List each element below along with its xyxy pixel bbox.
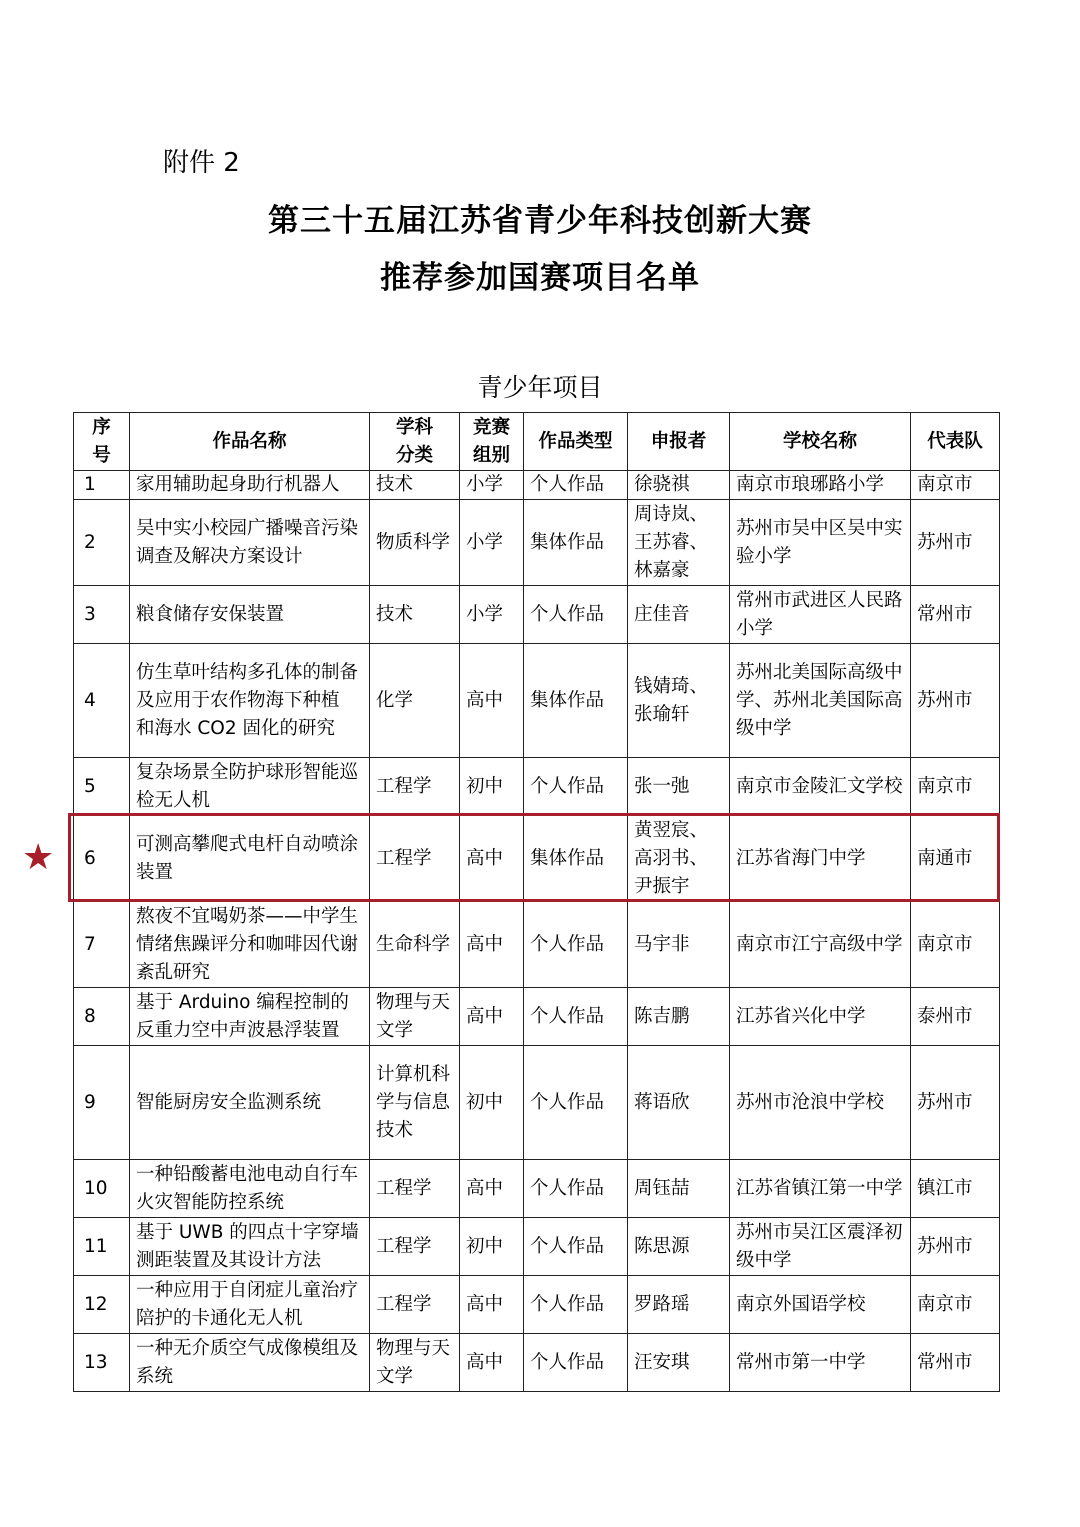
table-row: [74, 586, 1000, 644]
row-applicant: 周诗岚、王苏睿、林嘉豪: [628, 500, 730, 586]
table-row: [74, 1046, 1000, 1160]
row-type: 个人作品: [524, 1334, 628, 1392]
row-applicant: 陈思源: [628, 1218, 730, 1276]
row-type: 集体作品: [524, 816, 628, 902]
col-header-type: 作品类型: [524, 413, 628, 471]
row-group: 高中: [460, 902, 524, 988]
row-applicant: 黄翌宸、高羽书、尹振宇: [628, 816, 730, 902]
row-applicant: 张一弛: [628, 758, 730, 816]
row-team: 泰州市: [911, 988, 1000, 1046]
row-name: 家用辅助起身助行机器人: [130, 471, 370, 500]
row-team: 常州市: [911, 1334, 1000, 1392]
row-applicant: 罗路瑶: [628, 1276, 730, 1334]
row-group: 初中: [460, 758, 524, 816]
row-no: 9: [74, 1046, 130, 1160]
row-group: 高中: [460, 816, 524, 902]
page-title-line2: 推荐参加国赛项目名单: [380, 260, 700, 296]
row-group: 高中: [460, 988, 524, 1046]
row-subject: 生命科学: [370, 902, 460, 988]
row-type: 个人作品: [524, 586, 628, 644]
row-applicant: 马宇非: [628, 902, 730, 988]
row-type: 个人作品: [524, 758, 628, 816]
row-no: 12: [74, 1276, 130, 1334]
row-no: 5: [74, 758, 130, 816]
table-row: [74, 758, 1000, 816]
row-name: 一种无介质空气成像模组及系统: [130, 1334, 370, 1392]
row-subject: 工程学: [370, 1160, 460, 1218]
row-team: 南通市: [911, 816, 1000, 902]
table-row: [74, 1276, 1000, 1334]
row-no: 13: [74, 1334, 130, 1392]
row-team: 苏州市: [911, 500, 1000, 586]
row-team: 南京市: [911, 758, 1000, 816]
row-group: 高中: [460, 644, 524, 758]
row-school: 南京市江宁高级中学: [730, 902, 911, 988]
row-type: 个人作品: [524, 1218, 628, 1276]
row-subject: 物理与天文学: [370, 1334, 460, 1392]
col-header-team: 代表队: [911, 413, 1000, 471]
row-group: 初中: [460, 1218, 524, 1276]
row-school: 南京市金陵汇文学校: [730, 758, 911, 816]
row-school: 苏州北美国际高级中学、苏州北美国际高级中学: [730, 644, 911, 758]
row-no: 7: [74, 902, 130, 988]
row-applicant: 徐骁祺: [628, 471, 730, 500]
col-header-name: 作品名称: [130, 413, 370, 471]
row-type: 个人作品: [524, 471, 628, 500]
row-applicant: 陈吉鹏: [628, 988, 730, 1046]
row-school: 苏州市吴江区震泽初级中学: [730, 1218, 911, 1276]
row-group: 小学: [460, 471, 524, 500]
table-row: [74, 644, 1000, 758]
row-applicant: 周钰喆: [628, 1160, 730, 1218]
row-name: 智能厨房安全监测系统: [130, 1046, 370, 1160]
row-type: 个人作品: [524, 902, 628, 988]
row-name: 粮食储存安保装置: [130, 586, 370, 644]
row-team: 苏州市: [911, 1218, 1000, 1276]
table-row: [74, 471, 1000, 500]
row-school: 苏州市吴中区吴中实验小学: [730, 500, 911, 586]
row-subject: 物理与天文学: [370, 988, 460, 1046]
row-team: 南京市: [911, 1276, 1000, 1334]
row-group: 高中: [460, 1160, 524, 1218]
row-applicant: 庄佳音: [628, 586, 730, 644]
row-group: 初中: [460, 1046, 524, 1160]
row-group: 高中: [460, 1334, 524, 1392]
row-team: 苏州市: [911, 644, 1000, 758]
row-school: 江苏省镇江第一中学: [730, 1160, 911, 1218]
row-no: 8: [74, 988, 130, 1046]
row-school: 南京市琅琊路小学: [730, 471, 911, 500]
col-header-no: 序号: [74, 413, 130, 471]
row-name: 吴中实小校园广播噪音污染调查及解决方案设计: [130, 500, 370, 586]
table-row: [74, 1334, 1000, 1392]
row-no: 11: [74, 1218, 130, 1276]
col-header-subject: 学科分类: [370, 413, 460, 471]
row-subject: 计算机科学与信息技术: [370, 1046, 460, 1160]
col-header-school: 学校名称: [730, 413, 911, 471]
page-title: 第三十五届江苏省青少年科技创新大赛: [268, 203, 812, 239]
row-applicant: 汪安琪: [628, 1334, 730, 1392]
row-no: 2: [74, 500, 130, 586]
row-subject: 物质科学: [370, 500, 460, 586]
row-no: 6: [74, 816, 130, 902]
attachment-label: 附件 2: [163, 148, 240, 178]
row-subject: 工程学: [370, 816, 460, 902]
row-no: 1: [74, 471, 130, 500]
row-team: 南京市: [911, 471, 1000, 500]
col-header-applicant: 申报者: [628, 413, 730, 471]
table-row: [74, 816, 1000, 902]
row-name: 仿生草叶结构多孔体的制备及应用于农作物海下种植 和海水 CO2 固化的研究: [130, 644, 370, 758]
row-subject: 工程学: [370, 1218, 460, 1276]
row-school: 常州市武进区人民路小学: [730, 586, 911, 644]
row-subject: 技术: [370, 471, 460, 500]
table-row: [74, 500, 1000, 586]
row-no: 3: [74, 586, 130, 644]
row-applicant: 蒋语欣: [628, 1046, 730, 1160]
row-school: 江苏省兴化中学: [730, 988, 911, 1046]
row-type: 个人作品: [524, 1276, 628, 1334]
section-subtitle: 青少年项目: [477, 373, 603, 402]
col-header-group: 竞赛组别: [460, 413, 524, 471]
row-subject: 工程学: [370, 1276, 460, 1334]
row-name: 一种应用于自闭症儿童治疗陪护的卡通化无人机: [130, 1276, 370, 1334]
row-no: 10: [74, 1160, 130, 1218]
row-name: 一种铅酸蓄电池电动自行车火灾智能防控系统: [130, 1160, 370, 1218]
row-name: 复杂场景全防护球形智能巡检无人机: [130, 758, 370, 816]
row-subject: 化学: [370, 644, 460, 758]
row-type: 个人作品: [524, 1160, 628, 1218]
table-header-row: [74, 413, 1000, 471]
row-name: 可测高攀爬式电杆自动喷涂装置: [130, 816, 370, 902]
row-team: 南京市: [911, 902, 1000, 988]
row-name: 基于 Arduino 编程控制的反重力空中声波悬浮装置: [130, 988, 370, 1046]
row-group: 小学: [460, 586, 524, 644]
row-group: 小学: [460, 500, 524, 586]
row-group: 高中: [460, 1276, 524, 1334]
row-type: 个人作品: [524, 988, 628, 1046]
row-school: 南京外国语学校: [730, 1276, 911, 1334]
table-row: [74, 988, 1000, 1046]
row-subject: 技术: [370, 586, 460, 644]
star-icon: ★: [22, 837, 55, 878]
table-row: [74, 902, 1000, 988]
row-name: 基于 UWB 的四点十字穿墙测距装置及其设计方法: [130, 1218, 370, 1276]
row-school: 常州市第一中学: [730, 1334, 911, 1392]
row-no: 4: [74, 644, 130, 758]
row-type: 集体作品: [524, 500, 628, 586]
project-table: [73, 412, 1000, 1392]
row-applicant: 钱婧琦、张瑜轩: [628, 644, 730, 758]
row-team: 苏州市: [911, 1046, 1000, 1160]
row-subject: 工程学: [370, 758, 460, 816]
table-row: [74, 1160, 1000, 1218]
row-type: 个人作品: [524, 1046, 628, 1160]
table-row: [74, 1218, 1000, 1276]
row-team: 常州市: [911, 586, 1000, 644]
row-school: 江苏省海门中学: [730, 816, 911, 902]
row-school: 苏州市沧浪中学校: [730, 1046, 911, 1160]
row-type: 集体作品: [524, 644, 628, 758]
row-name: 熬夜不宜喝奶茶——中学生情绪焦躁评分和咖啡因代谢紊乱研究: [130, 902, 370, 988]
row-team: 镇江市: [911, 1160, 1000, 1218]
